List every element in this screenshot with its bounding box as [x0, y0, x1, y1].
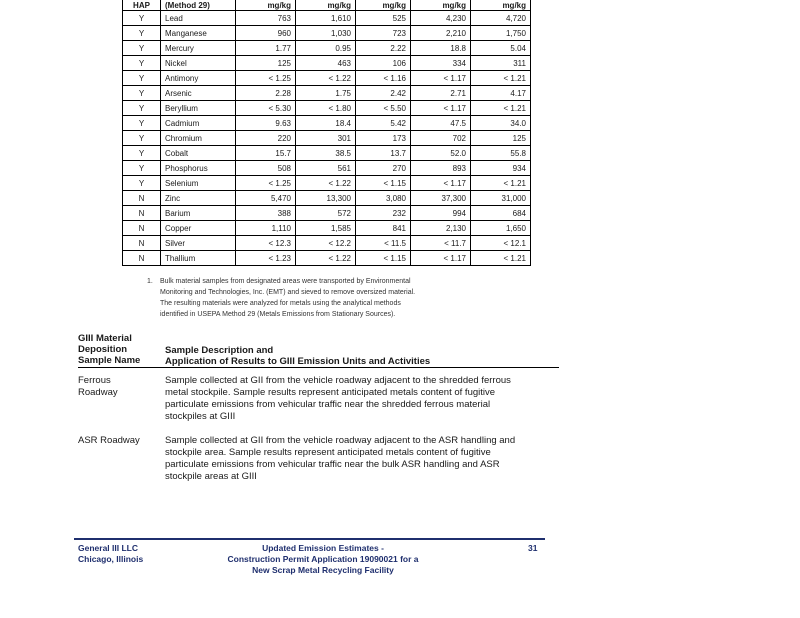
concentration-cell: < 1.21	[471, 101, 531, 116]
concentration-cell: 3,080	[356, 191, 411, 206]
concentration-cell: 13,300	[296, 191, 356, 206]
hap-flag-cell: Y	[123, 116, 161, 131]
concentration-cell: 13.7	[356, 146, 411, 161]
metal-name-cell: Nickel	[161, 56, 236, 71]
table-row	[123, 221, 531, 236]
hap-flag-cell: Y	[123, 71, 161, 86]
footnote-line: Monitoring and Technologies, Inc. (EMT) and sieved to remove oversized material.	[160, 289, 416, 296]
concentration-cell: 31,000	[471, 191, 531, 206]
concentration-cell: 52.0	[411, 146, 471, 161]
concentration-cell: 841	[356, 221, 411, 236]
metal-name-cell: Barium	[161, 206, 236, 221]
concentration-cell: 5.04	[471, 41, 531, 56]
sample-description-header: Sample Description and Application of Results to GIII Emission Units and Activities	[165, 345, 431, 367]
concentration-cell: 270	[356, 161, 411, 176]
metal-name-cell: Silver	[161, 236, 236, 251]
concentration-cell: < 1.80	[296, 101, 356, 116]
concentration-cell: < 12.1	[471, 236, 531, 251]
concentration-cell: < 1.17	[411, 251, 471, 266]
hap-flag-cell: Y	[123, 86, 161, 101]
metal-name-cell: Zinc	[161, 191, 236, 206]
metal-name-cell: Selenium	[161, 176, 236, 191]
sample-description-asr-roadway: Sample collected at GII from the vehicle roadway adjacent to the ASR handling and stockpile area. Sample results represent anticipated metals content of fugitive particulate emissions from vehicular traffic near the bulk ASR handling and ASR stockpile areas at GIII	[165, 435, 516, 482]
concentration-cell: 9.63	[236, 116, 296, 131]
metal-name-cell: Copper	[161, 221, 236, 236]
sample-description-ferrous-roadway: Sample collected at GII from the vehicle roadway adjacent to the shredded ferrous metal stockpile. Sample results represent anticipated metals content of fugitive particulate emissions from vehicular traffic near the shredded ferrous material stockpiles at GIII	[165, 375, 511, 422]
concentration-cell: 893	[411, 161, 471, 176]
concentration-cell: < 1.17	[411, 176, 471, 191]
concentration-cell: 684	[471, 206, 531, 221]
table-row	[123, 101, 531, 116]
concentration-cell: 5.42	[356, 116, 411, 131]
concentration-cell: 1,030	[296, 26, 356, 41]
concentration-cell: 525	[356, 11, 411, 26]
concentration-cell: 4,720	[471, 11, 531, 26]
concentration-cell: < 1.17	[411, 101, 471, 116]
concentration-cell: 0.95	[296, 41, 356, 56]
header-cell: (Method 29)	[161, 0, 236, 11]
concentration-cell: < 12.3	[236, 236, 296, 251]
concentration-cell: < 1.21	[471, 176, 531, 191]
table-row	[123, 131, 531, 146]
concentration-cell: 301	[296, 131, 356, 146]
concentration-cell: < 1.22	[296, 176, 356, 191]
hap-flag-cell: N	[123, 206, 161, 221]
concentration-cell: 55.8	[471, 146, 531, 161]
concentration-cell: 34.0	[471, 116, 531, 131]
concentration-cell: < 11.7	[411, 236, 471, 251]
concentration-cell: 1.77	[236, 41, 296, 56]
metal-name-cell: Manganese	[161, 26, 236, 41]
hap-flag-cell: Y	[123, 101, 161, 116]
footnote-number: 1.	[147, 278, 153, 285]
metal-name-cell: Beryllium	[161, 101, 236, 116]
hap-flag-cell: Y	[123, 146, 161, 161]
concentration-cell: 311	[471, 56, 531, 71]
metal-name-cell: Arsenic	[161, 86, 236, 101]
table-row	[123, 11, 531, 26]
metal-name-cell: Chromium	[161, 131, 236, 146]
concentration-cell: 4,230	[411, 11, 471, 26]
concentration-cell: 15.7	[236, 146, 296, 161]
concentration-cell: 2.22	[356, 41, 411, 56]
table-row	[123, 161, 531, 176]
hap-flag-cell: Y	[123, 26, 161, 41]
hap-flag-cell: Y	[123, 161, 161, 176]
concentration-cell: 173	[356, 131, 411, 146]
concentration-cell: < 1.25	[236, 176, 296, 191]
metals-results-table	[122, 0, 531, 266]
header-cell: mg/kg	[296, 0, 356, 11]
concentration-cell: < 1.22	[296, 251, 356, 266]
concentration-cell: 334	[411, 56, 471, 71]
concentration-cell: 1,585	[296, 221, 356, 236]
concentration-cell: 5,470	[236, 191, 296, 206]
page-number: 31	[528, 543, 538, 553]
concentration-cell: 960	[236, 26, 296, 41]
concentration-cell: 561	[296, 161, 356, 176]
concentration-cell: 47.5	[411, 116, 471, 131]
concentration-cell: 723	[356, 26, 411, 41]
metal-name-cell: Lead	[161, 11, 236, 26]
hap-flag-cell: Y	[123, 131, 161, 146]
concentration-cell: 1,610	[296, 11, 356, 26]
metal-name-cell: Cadmium	[161, 116, 236, 131]
metal-name-cell: Antimony	[161, 71, 236, 86]
concentration-cell: < 1.22	[296, 71, 356, 86]
header-cell: mg/kg	[356, 0, 411, 11]
metal-name-cell: Mercury	[161, 41, 236, 56]
concentration-cell: 232	[356, 206, 411, 221]
table-row	[123, 251, 531, 266]
footer-divider	[74, 538, 545, 540]
concentration-cell: < 5.50	[356, 101, 411, 116]
concentration-cell: < 12.2	[296, 236, 356, 251]
concentration-cell: < 1.25	[236, 71, 296, 86]
concentration-cell: < 1.16	[356, 71, 411, 86]
concentration-cell: 220	[236, 131, 296, 146]
concentration-cell: 4.17	[471, 86, 531, 101]
concentration-cell: 38.5	[296, 146, 356, 161]
concentration-cell: 125	[236, 56, 296, 71]
concentration-cell: 388	[236, 206, 296, 221]
hap-flag-cell: Y	[123, 41, 161, 56]
hap-flag-cell: Y	[123, 11, 161, 26]
table-row	[123, 236, 531, 251]
footer-company: General III LLC Chicago, Illinois	[78, 543, 144, 564]
concentration-cell: < 1.23	[236, 251, 296, 266]
hap-flag-cell: N	[123, 221, 161, 236]
footer-document-title: Updated Emission Estimates - Construction Permit Application 19090021 for a New Scrap Metal Recycling Facility	[227, 543, 419, 575]
sample-name-header: GIII Material Deposition Sample Name	[78, 333, 141, 366]
concentration-cell: 2,210	[411, 26, 471, 41]
hap-flag-cell: N	[123, 191, 161, 206]
concentration-cell: 1.75	[296, 86, 356, 101]
metal-name-cell: Cobalt	[161, 146, 236, 161]
concentration-cell: 463	[296, 56, 356, 71]
concentration-cell: 2.28	[236, 86, 296, 101]
table-row	[123, 116, 531, 131]
concentration-cell: 37,300	[411, 191, 471, 206]
table-header-row	[123, 0, 531, 11]
table-row	[123, 86, 531, 101]
concentration-cell: 2.71	[411, 86, 471, 101]
concentration-cell: < 1.21	[471, 251, 531, 266]
concentration-cell: 994	[411, 206, 471, 221]
footnote-line: Bulk material samples from designated areas were transported by Environmental	[160, 278, 411, 285]
concentration-cell: < 5.30	[236, 101, 296, 116]
concentration-cell: < 1.17	[411, 71, 471, 86]
concentration-cell: 1,650	[471, 221, 531, 236]
metal-name-cell: Thallium	[161, 251, 236, 266]
table-row	[123, 191, 531, 206]
hap-flag-cell: Y	[123, 56, 161, 71]
header-cell: mg/kg	[411, 0, 471, 11]
concentration-cell: 702	[411, 131, 471, 146]
concentration-cell: 1,110	[236, 221, 296, 236]
concentration-cell: 2,130	[411, 221, 471, 236]
concentration-cell: < 1.15	[356, 251, 411, 266]
table-row	[123, 71, 531, 86]
concentration-cell: < 11.5	[356, 236, 411, 251]
concentration-cell: 1,750	[471, 26, 531, 41]
header-cell: HAP	[123, 0, 161, 11]
header-cell: mg/kg	[471, 0, 531, 11]
concentration-cell: 125	[471, 131, 531, 146]
concentration-cell: 572	[296, 206, 356, 221]
table-row	[123, 26, 531, 41]
header-cell: mg/kg	[236, 0, 296, 11]
table-row	[123, 56, 531, 71]
hap-flag-cell: N	[123, 236, 161, 251]
concentration-cell: 508	[236, 161, 296, 176]
header-divider	[78, 367, 559, 368]
concentration-cell: 763	[236, 11, 296, 26]
concentration-cell: 934	[471, 161, 531, 176]
concentration-cell: < 1.21	[471, 71, 531, 86]
concentration-cell: 18.8	[411, 41, 471, 56]
concentration-cell: 18.4	[296, 116, 356, 131]
metal-name-cell: Phosphorus	[161, 161, 236, 176]
footnote-line: identified in USEPA Method 29 (Metals Emissions from Stationary Sources).	[160, 311, 396, 318]
table-row	[123, 41, 531, 56]
table-row	[123, 206, 531, 221]
hap-flag-cell: Y	[123, 176, 161, 191]
table-row	[123, 176, 531, 191]
sample-name-asr-roadway: ASR Roadway	[78, 435, 140, 446]
concentration-cell: < 1.15	[356, 176, 411, 191]
sample-name-ferrous-roadway: Ferrous Roadway	[78, 375, 118, 398]
concentration-cell: 106	[356, 56, 411, 71]
hap-flag-cell: N	[123, 251, 161, 266]
table-row	[123, 146, 531, 161]
concentration-cell: 2.42	[356, 86, 411, 101]
footnote-line: The resulting materials were analyzed for metals using the analytical methods	[160, 300, 401, 307]
